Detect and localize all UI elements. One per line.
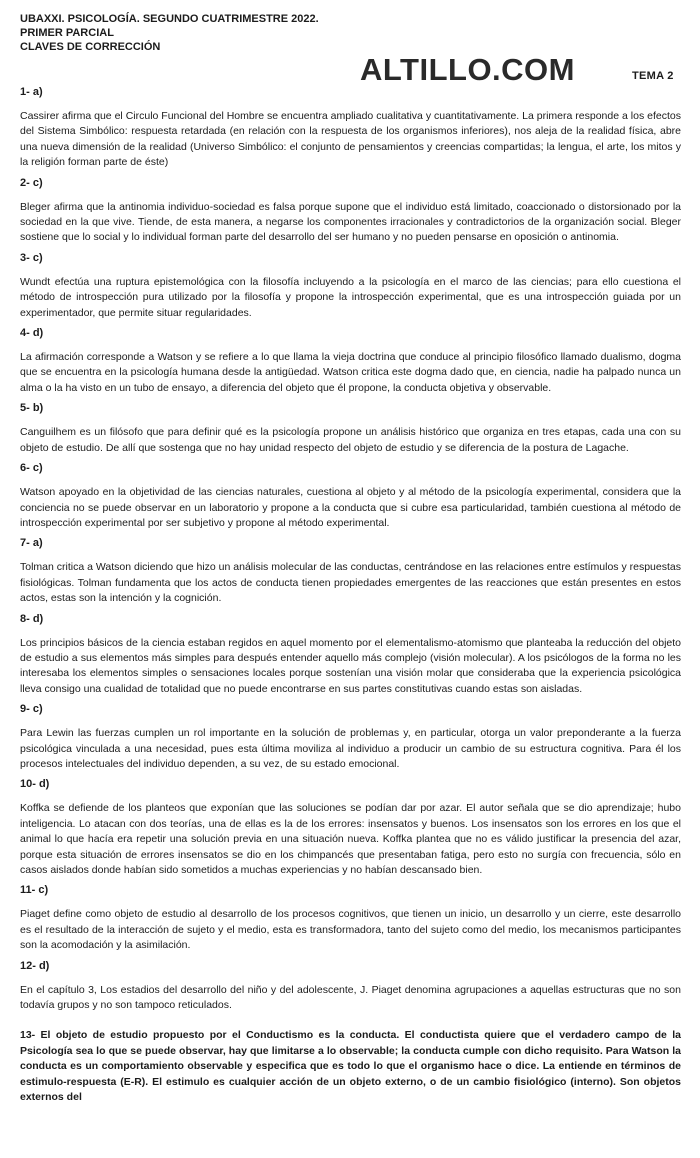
answers-list <box>20 85 681 1105</box>
answer-label: 10- d) <box>20 778 50 791</box>
exam-title: PRIMER PARCIAL <box>20 27 114 39</box>
site-watermark: ALTILLO.COM <box>360 52 575 87</box>
answer-label: 3- c) <box>20 251 43 264</box>
answer-text: Los principios básicos de la ciencia estaban regidos en aquel momento por el elementalismo-atomismo que planteaba la reducción del objeto de estudio a sus elementos más simples para después entender aquello más complejo (visión molecular). A los psicólogos de la forma no les interesaba los elementos simples o sensaciones locales porque sostenían una visión molar que consideraba que la experiencia psicológica lleva consigo una cualidad de totalidad que no puede encontrarse en sus partes constitutivas cuando estas son aisladas. <box>20 636 681 695</box>
answer-text: La afirmación corresponde a Watson y se refiere a lo que llama la vieja doctrina que conduce al principio filosófico llamado dualismo, dogma que se encuentra en la psicología humana desde la antigüedad. Watson critica este dogma dado que, en ciencia, nadie ha palpado nunca un alma o la ha visto en un tubo de ensayo, a diferencia del objeto que él propone, la conducta objetiva y observable. <box>20 351 681 394</box>
answer-text: Piaget define como objeto de estudio al desarrollo de los procesos cognitivos, que tienen un inicio, un desarrollo y un cierre, este desarrollo es el resultado de la interacción de sujeto y el medio, esta es transformadora, tanto del sujeto como del medio, los mecanismos participantes son la acomodación y la asimilación. <box>20 908 681 952</box>
tema-badge: TEMA 2 <box>632 70 674 82</box>
answer-text: Tolman critica a Watson diciendo que hizo un análisis molecular de las conductas, centrándose en las relaciones entre estímulos y respuestas fisiológicas. Tolman fundamenta que los actos de conducta tienen propiedades emergentes de las reacciones que están presentes en estos actos, estas son la intención y la cognición. <box>20 561 681 605</box>
answer-text: Para Lewin las fuerzas cumplen un rol importante en la solución de problemas y, en particular, otorga un valor preponderante a la fuerza psicológica vinculada a una necesidad, pues esta última moviliza al individuo a producir un cambio de su estructura cognitiva. Para él los procesos intelectuales del individuo dependen, a su vez, de su estado emocional. <box>20 727 681 770</box>
answer-item-13 <box>20 1028 681 1105</box>
header-titles <box>20 12 681 54</box>
answer-label: 6- c) <box>20 462 43 475</box>
answer-item <box>20 251 681 321</box>
answer-label: 9- c) <box>20 703 43 716</box>
answer-item <box>20 176 681 246</box>
answer-item <box>20 326 681 396</box>
answer-text: Cassirer afirma que el Circulo Funcional del Hombre se encuentra ampliado cualitativa y cuantitativamente. La primera responde a los efectos del Sistema Simbólico: respuesta retardada (en relación con la respuesta de los organismos inferiores), nos aleja de la realidad física, abre una nueva dimensión de la realidad (Universo Simbólico: el conjunto de pensamientos y creencias compartidas; la lengua, el arte, los mitos y la religión forman parte de éste) <box>20 110 681 169</box>
answer-label: 7- a) <box>20 537 43 550</box>
answer-label: 4- d) <box>20 327 44 340</box>
answer-text: Bleger afirma que la antinomia individuo-sociedad es falsa porque supone que el individuo está limitado, coaccionado o distorsionado por la sociedad en la que vive. Tiende, de esta manera, a negarse los componentes irracionales y contradictorios de la organización social. Bleger sostiene que lo social y lo individual forman parte del desarrollo del ser humano y no pueden pensarse en oposición o antinomia. <box>20 200 681 244</box>
answer-item <box>20 461 681 531</box>
answer-label: 12- d) <box>20 959 50 972</box>
answer-item <box>20 883 681 953</box>
answer-text: En el capítulo 3, Los estadios del desarrollo del niño y del adolescente, J. Piaget denomina agrupaciones a aquellas estructuras que no son todavía grupos y no son tampoco reticulados. <box>20 983 681 1012</box>
course-title: UBAXXI. PSICOLOGÍA. SEGUNDO CUATRIMESTRE 2022. <box>20 13 319 25</box>
answer-item <box>20 612 681 698</box>
answer-text: Koffka se defiende de los planteos que exponían que las soluciones se podían dar por azar. El autor señala que se dio aprendizaje; hubo inteligencia. Lo atacan con dos teorías, una de ellas es la de los errores: insensatos y buenos. Los insensatos son los errores en los que el animal lo que hacía era repetir una solución previa en una situación nueva. Koffka plantea que no es válido justificar la presencia del azar, porque esta situación de errores insensatos se dio en los chimpancés que presentaban fatiga, pero esto no surgía con frecuencia, sólo en casos aislados donde habían sido sometidos a muchas experiencias y no habían descansado bien. <box>20 802 681 876</box>
answer-key-title: CLAVES DE CORRECCIÓN <box>20 41 161 53</box>
answer-item <box>20 777 681 878</box>
answer-label: 5- b) <box>20 402 44 415</box>
answer-13-text: 13- El objeto de estudio propuesto por el Conductismo es la conducta. El conductista quiere que el verdadero campo de la Psicología sea lo que se puede observar, hay que limitarse a lo observable; la conducta cumple con dicho requisito. Para Watson la conducta es un comportamiento observable y especifica que es todo lo que el organismo hace o dice. La entiende en términos de estimulo-respuesta (E-R). El estimulo es cualquier acción de un objeto externo, o de un cambio fisiológico (interno). Son objetos externos del <box>20 1029 681 1104</box>
answer-item <box>20 536 681 606</box>
answer-text: Watson apoyado en la objetividad de las ciencias naturales, cuestiona al objeto y al método de la psicología experimental, considera que la conciencia no se puede observar en un laboratorio y propone a la conducta que si cubre esa particularidad, también cuestiona al método de introspección experimental por ser subjetivo y propone al método experimental. <box>20 486 681 529</box>
answer-text: Wundt efectúa una ruptura epistemológica con la filosofía incluyendo a la psicología en el marco de las ciencias; para ello cuestiona el método de introspección pura utilizado por la filosofía y propone la introspección experimental, que es una introspección guiada por un experimentador, que permite situar regularidades. <box>20 275 681 319</box>
answer-item <box>20 959 681 1014</box>
document-header <box>20 12 681 87</box>
answer-label: 1- a) <box>20 86 43 98</box>
answer-item <box>20 85 681 171</box>
answer-label: 11- c) <box>20 884 49 897</box>
answer-item <box>20 702 681 772</box>
answer-label: 8- d) <box>20 612 44 625</box>
answer-item <box>20 401 681 456</box>
answer-text: Canguilhem es un filósofo que para definir qué es la psicología propone un análisis histórico que organiza en tres etapas, cada una con su objeto de estudio. De allí que sostenga que no hay unidad respecto del objeto de estudio y se diferencia de la postura de Lagache. <box>20 426 681 454</box>
answer-label: 2- c) <box>20 176 43 189</box>
